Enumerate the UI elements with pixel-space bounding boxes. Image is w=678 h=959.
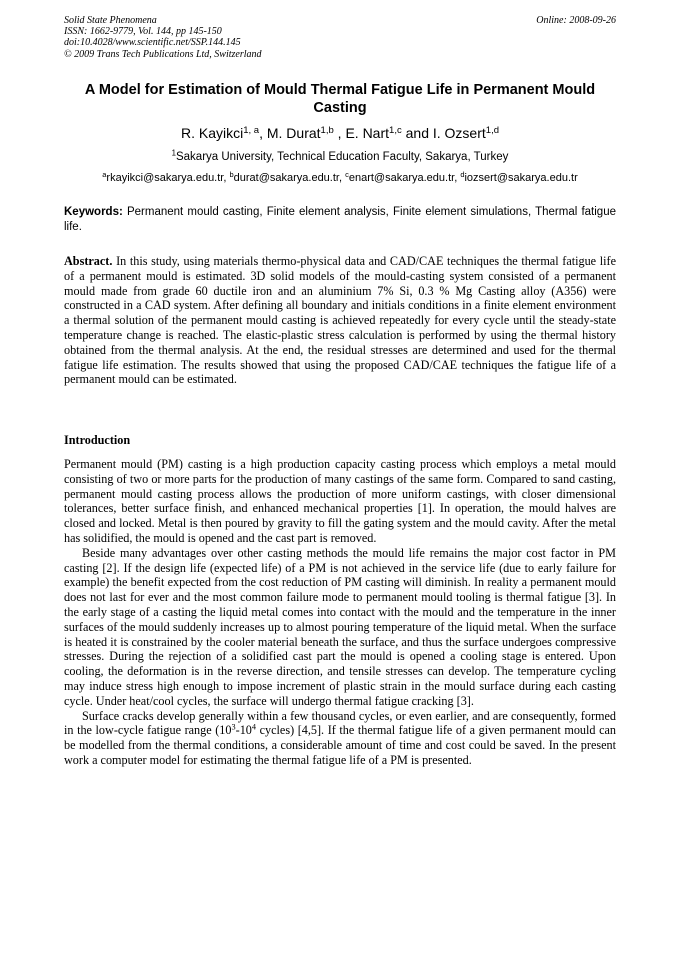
email-separator: ,	[454, 172, 461, 184]
author-separator: ,	[333, 125, 346, 141]
affiliation-mark: 1	[171, 148, 176, 158]
copyright-line: © 2009 Trans Tech Publications Ltd, Switzerland	[64, 48, 262, 60]
abstract-label: Abstract.	[64, 254, 113, 268]
abstract-section	[64, 254, 616, 387]
author-name: E. Nart	[345, 125, 390, 141]
journal-name: Solid State Phenomena	[64, 15, 157, 26]
keywords-label: Keywords:	[64, 206, 123, 218]
author-affiliation-mark: 1,c	[389, 124, 402, 136]
author-affiliation-mark: 1, a	[243, 124, 260, 136]
author-separator: ,	[259, 125, 267, 141]
email-mark: d	[460, 169, 465, 179]
affiliation	[64, 150, 616, 164]
author-name: I. Ozsert	[432, 125, 486, 141]
exponent: 3	[231, 722, 236, 732]
email-mark: b	[229, 169, 234, 179]
online-date: Online: 2008-09-26	[536, 15, 616, 26]
keywords-text: Permanent mould casting, Finite element analysis, Finite element simulations, Thermal fatigue life.	[64, 206, 616, 233]
email-mark: a	[102, 169, 107, 179]
abstract-text: In this study, using materials thermo-physical data and CAD/CAE techniques the thermal fatigue life of a permanent mould is estimated. 3D solid models of the mould-casting system consisted of a permanent mould made from grade 60 ductile iron and an aluminium 7% Si, 0.3 % Mg Casting alloy (A356) were constructed in a CAD system. After defining all boundary and initials conditions in a finite element environment a thermal solution of the permanent mould casting is achieved repeatedly for every cycle until the steady-state temperature change is reached. The elastic-plastic stress calculation is performed by using the thermal history obtained from the thermal analysis. At the end, the residual stresses are determined and used for the thermal fatigue life estimation. The results showed that using the proposed CAD/CAE techniques the fatigue life of a permanent mould can be estimated.	[64, 254, 616, 387]
email-link[interactable]: iozsert@sakarya.edu.tr	[464, 172, 578, 184]
author-affiliation-mark: 1,d	[485, 124, 500, 136]
author-name: R. Kayikci	[180, 125, 244, 141]
author-affiliation-mark: 1,b	[320, 124, 334, 136]
email-link[interactable]: rkayikci@sakarya.edu.tr	[106, 172, 224, 184]
intro-paragraph-2: Beside many advantages over other casting methods the mould life remains the major cost factor in PM casting [2]. If the design life (expected life) of a PM is not achieved in the service life (due to early failure for example) the benefit expected from the cost reduction of PM casting will diminish. In reality a permanent mould does not last for ever and the most common failure mode to permanent mould tooling is thermal fatigue [3]. In the early stage of a casting the liquid metal comes into contact with the mould and the temperature in the inner surfaces of the mould suddenly increases up to almost pouring temperature of the liquid metal. When the surface is heated it is constrained by the cooler material beneath the surface, and thus the surface undergoes compressive stresses. During the rejection of a solidified cast part the mould is opened a cooling stage is entered. Upon cooling, the deformation is in the reverse direction, and tensile stresses can develop. The temperature cycling may induce stress high enough to impose increment of plastic strain in the mould surface during each casting cycle. Under heat/cool cycles, the surface will undergo thermal fatigue cracking [3].	[64, 545, 616, 708]
introduction-body	[64, 457, 616, 768]
author-name: M. Durat	[266, 125, 321, 141]
email-separator: ,	[338, 172, 346, 184]
intro-p3-text: cycles) [4,5]. If the thermal fatigue life of a given permanent mould can be modelled from the thermal conditions, a considerable amount of time and cost could be saved. In the present work a computer model for estimating the thermal fatigue life of a PM is presented.	[64, 723, 616, 767]
email-mark: c	[345, 169, 349, 179]
issn-line: ISSN: 1662-9779, Vol. 144, pp 145-150	[64, 26, 222, 38]
email-link[interactable]: enart@sakarya.edu.tr	[348, 172, 455, 184]
author-separator: and	[401, 125, 433, 141]
email-separator: ,	[223, 172, 230, 184]
exponent: 4	[251, 722, 257, 732]
email-link[interactable]: durat@sakarya.edu.tr	[233, 172, 339, 184]
author-list	[64, 124, 616, 142]
intro-paragraph-1: Permanent mould (PM) casting is a high production capacity casting process which employs a metal mould consisting of two or more parts for the production of many castings of the same form. Compared to sand casting, permanent mould casting process allows the production of more uniform castings, with closer dimensional tolerances, better surface finish, and enhanced mechanical properties [1]. In operation, the mould halves are closed and locked. Metal is then poured by gravity to fill the gating system and the mould cavity. After the metal has solidified, the mould is opened and the cast part is removed.	[64, 457, 616, 545]
intro-p3-text: Surface cracks develop generally within a few thousand cycles, or even earlier, and are consequently, formed in the low-cycle fatigue range (10	[64, 708, 616, 738]
intro-paragraph-3	[64, 709, 616, 768]
paper-title: A Model for Estimation of Mould Thermal Fatigue Life in Permanent Mould Casting	[84, 82, 596, 116]
email-list	[64, 171, 616, 185]
affiliation-text: Sakarya University, Technical Education Faculty, Sakarya, Turkey	[175, 151, 509, 163]
keywords-section	[64, 205, 616, 235]
doi-line: doi:10.4028/www.scientific.net/SSP.144.145	[64, 37, 241, 49]
journal-header	[64, 15, 616, 60]
introduction-heading: Introduction	[64, 433, 131, 447]
intro-p3-text: -10	[235, 723, 252, 738]
